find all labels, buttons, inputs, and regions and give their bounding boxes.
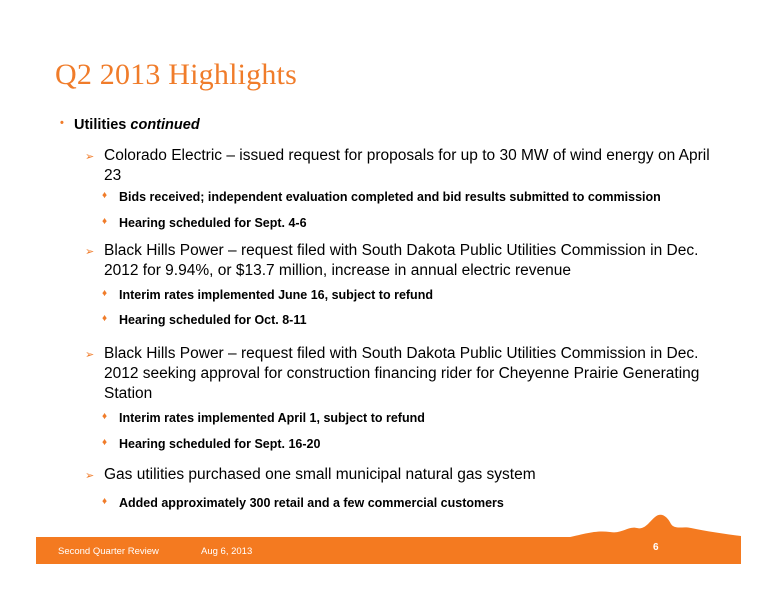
arrow-bullet-icon: ➢ [85,151,95,163]
page-number: 6 [653,542,659,553]
diamond-bullet-icon: ♦ [102,288,108,299]
hills-logo-graphic [565,512,741,540]
diamond-bullet-icon: ♦ [102,190,108,201]
item-text: Black Hills Power – request filed with South Dakota Public Utilities Commission in Dec. 2012 seeking approval for construction financing rider for Cheyenne Prairie Generating Station [104,345,700,402]
arrow-bullet-icon: ➢ [85,246,95,258]
section-suffix: continued [130,117,200,133]
item-text: Colorado Electric – issued request for proposals for up to 30 MW of wind energy on April 23 [104,147,710,184]
bullet-dot-icon: • [60,117,64,129]
slide-title: Q2 2013 Highlights [55,58,297,91]
footer-date: Aug 6, 2013 [201,546,253,557]
item-text: Gas utilities purchased one small municipal natural gas system [104,466,536,483]
diamond-bullet-icon: ♦ [102,216,108,227]
arrow-bullet-icon: ➢ [85,470,95,482]
sub-item-text: Hearing scheduled for Sept. 16-20 [119,437,321,451]
diamond-bullet-icon: ♦ [102,313,108,324]
arrow-bullet-icon: ➢ [85,349,95,361]
diamond-bullet-icon: ♦ [102,496,108,507]
diamond-bullet-icon: ♦ [102,437,108,448]
sub-item-text: Bids received; independent evaluation completed and bid results submitted to commission [119,190,661,204]
section-label: Utilities [74,117,127,133]
sub-item-text: Interim rates implemented April 1, subject to refund [119,411,425,425]
footer-bar [36,537,741,564]
footer-title: Second Quarter Review [58,546,159,557]
sub-item-text: Hearing scheduled for Sept. 4-6 [119,216,307,230]
item-text: Black Hills Power – request filed with South Dakota Public Utilities Commission in Dec. 2012 for 9.94%, or $13.7 million, increase in annual electric revenue [104,242,699,279]
sub-item-text: Added approximately 300 retail and a few commercial customers [119,496,504,510]
sub-item-text: Hearing scheduled for Oct. 8-11 [119,313,307,327]
sub-item-text: Interim rates implemented June 16, subject to refund [119,288,433,302]
diamond-bullet-icon: ♦ [102,411,108,422]
section-heading [74,117,200,133]
